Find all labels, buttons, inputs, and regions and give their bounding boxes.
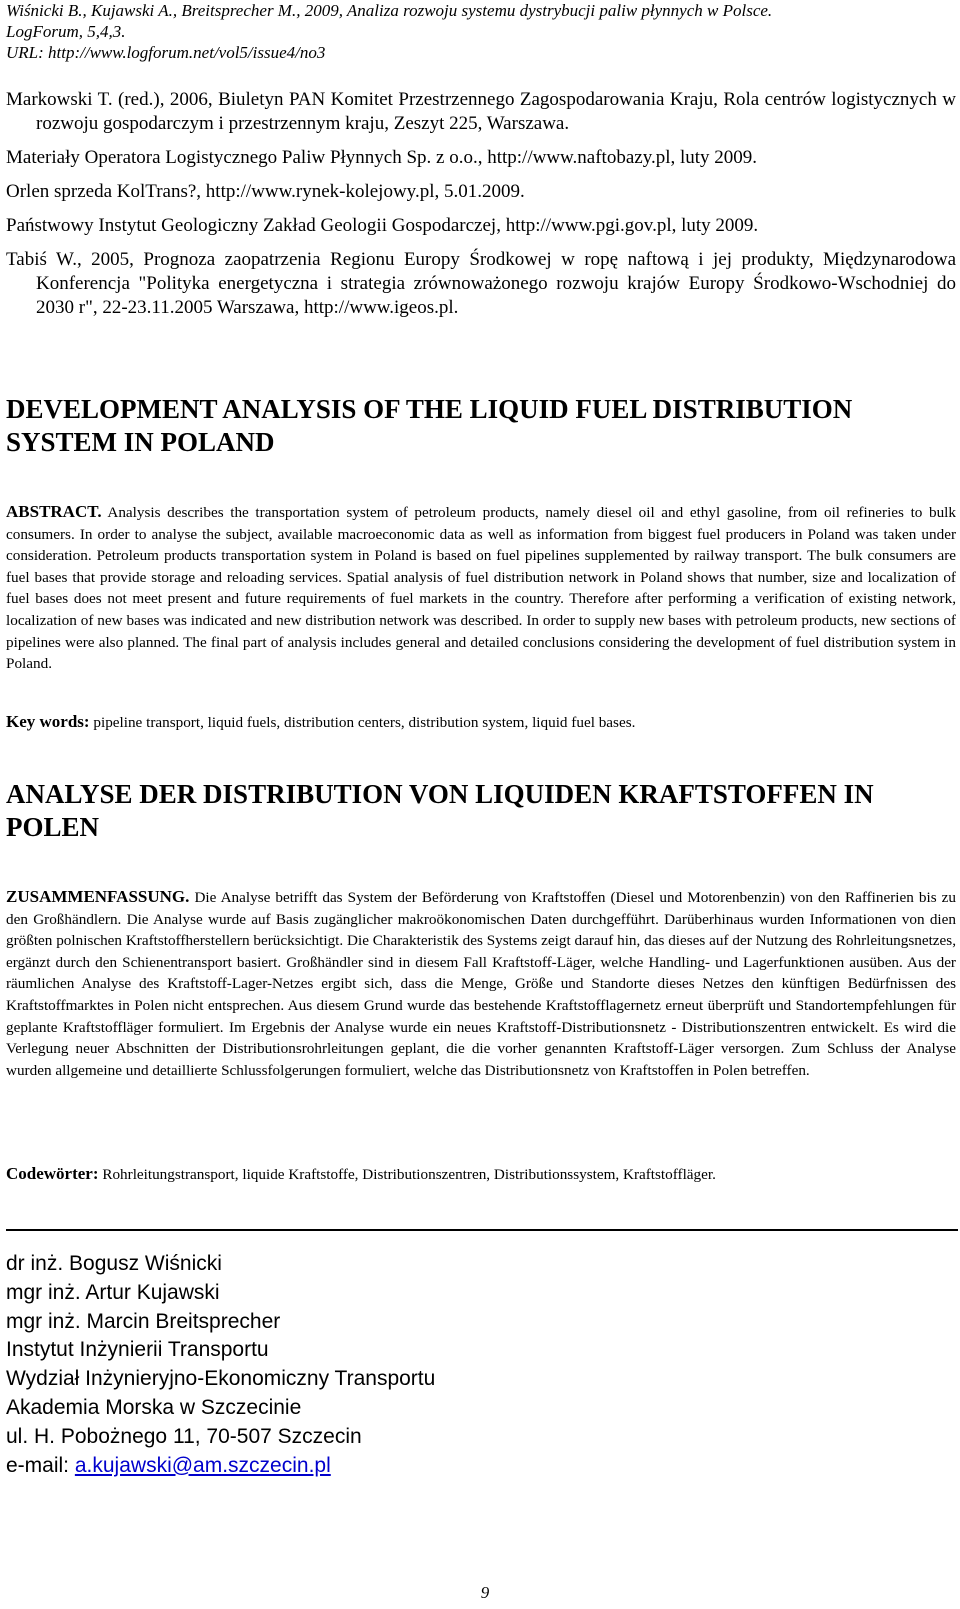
institute-line: Instytut Inżynierii Transportu (6, 1338, 269, 1362)
reference-item: Orlen sprzeda KolTrans?, http://www.rynek-kolejowy.pl, 5.01.2009. (6, 181, 525, 202)
reference-item: Państwowy Instytut Geologiczny Zakład Geologii Gospodarczej, http://www.pgi.gov.pl, luty 2009. (6, 215, 759, 236)
german-abstract (6, 886, 956, 1081)
author-line: dr inż. Bogusz Wiśnicki (6, 1252, 222, 1275)
email-line (6, 1452, 706, 1481)
german-keywords (6, 1163, 956, 1186)
author-line: mgr inż. Marcin Breitsprecher (6, 1309, 281, 1333)
citation-text: Wiśnicki B., Kujawski A., Breitsprecher M., 2009, Analiza rozwoju systemu dystrybucji paliw płynnych w Polsce. (6, 1, 773, 20)
german-title: ANALYSE DER DISTRIBUTION VON LIQUIDEN KRAFTSTOFFEN IN POLEN (6, 779, 874, 842)
reference-item: Materiały Operatora Logistycznego Paliw Płynnych Sp. z o.o., http://www.naftobazy.pl, luty 2009. (6, 147, 758, 168)
street-address: ul. H. Pobożnego 11, 70-507 Szczecin (6, 1424, 362, 1448)
abstract-label: ABSTRACT. (6, 502, 102, 521)
reference-item: Tabiś W., 2005, Prognoza zaopatrzenia Regionu Europy Środkowej w ropę naftową i jej produkty, Międzynarodowa Konferencja "Polityka energetyczna i strategia zrównoważonego rozwoju krajów Europy Środkowo-Wschodniej do 2030 r", 22-23.11.2005 Warszawa, http://www.igeos.pl. (6, 249, 956, 318)
zusammenfassung-text: Die Analyse betrifft das System der Beförderung von Kraftstoffen (Diesel und Motorenbenzin) von den Raffinerien bis zu den Großhändlern. Die Analyse wurde auf Basis zugänglicher makroökonomischen Daten durchgefführt. Darüberhinaus wurden Informationen von dien größten polnischen Kraftstoffherstellern berücksichtigt. Die Charakteristik des Systems zeigt darauf hin, das dieses auf der Nutzung des Rohrleitungsnetzes, ergänzt durch den Schienentransport basiert. Großhändler sind in diesem Fall Kraftstoff-Läger, welche Handling- und Lagerfunktionen ausüben. Aus der räumlichen Analyse des Kraftstoff-Lager-Netzes ergibt sich, dass die Menge, Größe und Standorte dieses Netzes den künftigen Bedürfnissen des Kraftstoffmarktes in Polen nicht entsprechen. Aus diesem Grund wurde das bestehende Kraftstofflagernetz erneut überprüft und Standortempfehlungen für geplante Kraftstoffläger formuliert. Im Ergebnis der Analyse wurde ein neues Kraftstoff-Distributionsnetz - Distributionszentren entwickelt. Es wird die Verlegung neuer Abschnitten der Distributionsrohrleitungen geplant, die die vorher genannten Kraftstoff-Läger versorgen. Zum Schluss der Analyse wurden allgemeine und detaillierte Schlussfolgerungen formuliert, welche das Distributionsnetz von Kraftstoffen in Polen betreffen. (6, 889, 956, 1079)
page-number: 9 (480, 1583, 490, 1602)
email-link[interactable]: a.kujawski@am.szczecin.pl (74, 1453, 331, 1477)
author-address (6, 1250, 706, 1480)
keywords-text: pipeline transport, liquid fuels, distribution centers, distribution system, liquid fuel bases. (89, 714, 636, 731)
keywords-label: Key words: (6, 712, 90, 731)
section-divider (6, 1229, 958, 1231)
citation-url: URL: http://www.logforum.net/vol5/issue4/no3 (6, 43, 326, 62)
citation-header (6, 0, 956, 63)
codewoerter-label: Codewörter: (6, 1164, 99, 1183)
english-abstract (6, 501, 956, 675)
reference-item: Markowski T. (red.), 2006, Biuletyn PAN Komitet Przestrzennego Zagospodarowania Kraju, Rola centrów logistycznych w rozwoju gospodarczym i przestrzennym kraju, Zeszyt 225, Warszawa. (6, 89, 956, 134)
codewoerter-text: Rohrleitungstransport, liquide Kraftstoffe, Distributionszentren, Distributionssystem, Kraftstoffläger. (98, 1166, 716, 1183)
journal-ref: LogForum, 5,4,3. (6, 22, 126, 41)
author-line: mgr inż. Artur Kujawski (6, 1280, 220, 1304)
faculty-line: Wydział Inżynieryjno-Ekonomiczny Transportu (6, 1367, 436, 1391)
reference-list (6, 88, 956, 330)
abstract-text: Analysis describes the transportation system of petroleum products, namely diesel oil and ethyl gasoline, from oil refineries to bulk consumers. In order to analyse the subject, available macroeconomic data as well as information from biggest fuel producers in Poland was taken under consideration. Petroleum products transportation system in Poland is based on fuel pipelines supplemented by railway transport. The bulk consumers are fuel bases that provide storage and reloading services. Spatial analysis of fuel distribution network in Poland shows that number, size and localization of fuel bases does not meet present and future requirements of fuel markets in the country. Therefore after performing a verification of existing network, localization of new bases was indicated and new distribution network was described. In order to supply new bases with petroleum products, new sections of pipelines were also planned. The final part of analysis includes general and detailed conclusions considering the development of fuel distribution system in Poland. (6, 504, 956, 673)
english-keywords (6, 711, 956, 734)
email-label: e-mail: (6, 1453, 75, 1477)
zusammenfassung-label: ZUSAMMENFASSUNG. (6, 887, 190, 906)
english-title: DEVELOPMENT ANALYSIS OF THE LIQUID FUEL DISTRIBUTION SYSTEM IN POLAND (6, 394, 853, 457)
university-line: Akademia Morska w Szczecinie (6, 1395, 302, 1419)
